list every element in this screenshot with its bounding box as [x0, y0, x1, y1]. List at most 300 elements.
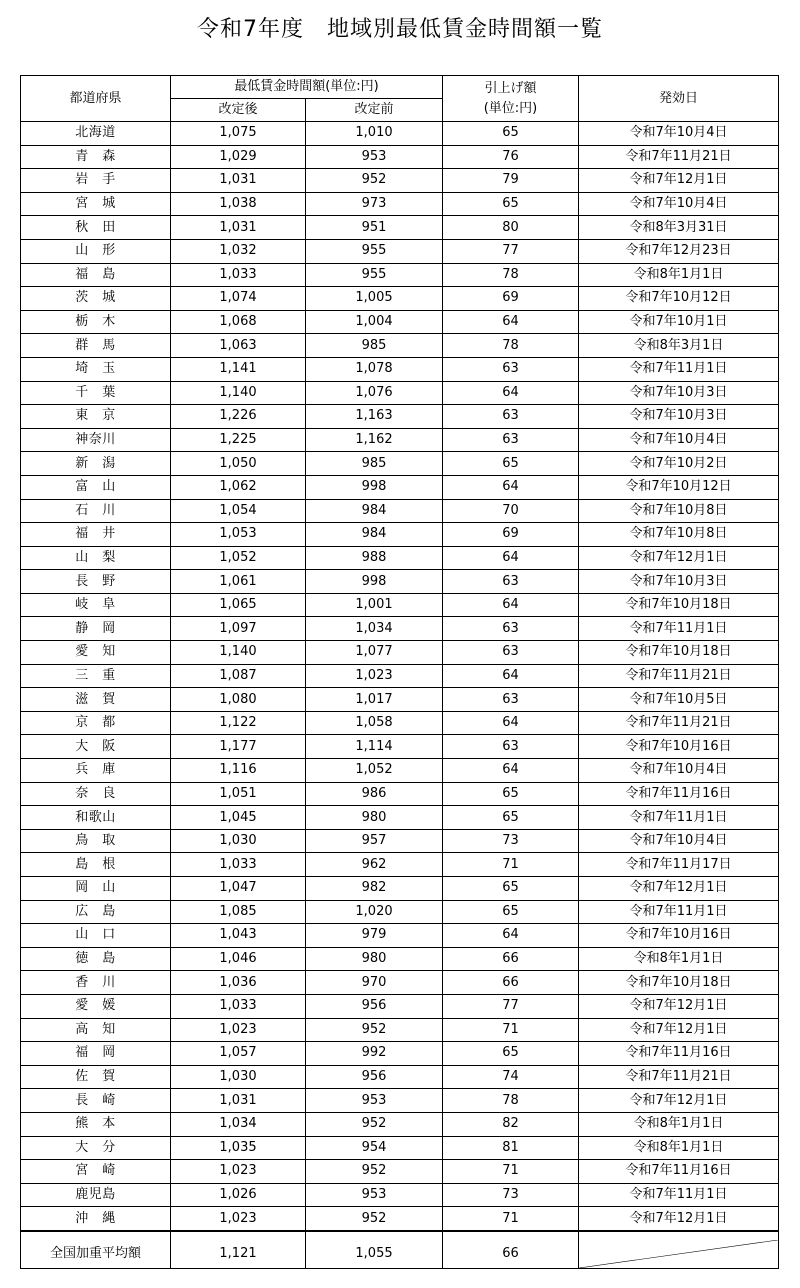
before-cell: 1,023 [306, 664, 443, 688]
table-row [21, 735, 779, 759]
after-cell: 1,053 [171, 523, 306, 547]
header-prefecture: 都道府県 [21, 76, 171, 122]
after-cell: 1,045 [171, 806, 306, 830]
before-cell: 952 [306, 1112, 443, 1136]
raise-cell: 64 [443, 664, 579, 688]
raise-cell: 64 [443, 924, 579, 948]
prefecture-cell: 山 口 [21, 924, 171, 948]
before-cell: 992 [306, 1042, 443, 1066]
after-cell: 1,031 [171, 216, 306, 240]
table-row [21, 1042, 779, 1066]
raise-cell: 69 [443, 287, 579, 311]
raise-cell: 63 [443, 735, 579, 759]
table-row [21, 570, 779, 594]
header-effective-date: 発効日 [579, 76, 779, 122]
header-raise-line1: 引上げ額 [484, 80, 537, 96]
header-before: 改定前 [306, 99, 443, 122]
prefecture-cell: 栃 木 [21, 310, 171, 334]
prefecture-cell: 山 形 [21, 239, 171, 263]
before-cell: 956 [306, 1065, 443, 1089]
raise-cell: 71 [443, 1207, 579, 1231]
table-header [21, 76, 779, 122]
before-cell: 998 [306, 475, 443, 499]
date-cell: 令和7年10月4日 [579, 428, 779, 452]
table-row [21, 216, 779, 240]
before-cell: 988 [306, 546, 443, 570]
date-cell: 令和7年12月1日 [579, 877, 779, 901]
table-row [21, 499, 779, 523]
date-cell: 令和7年11月1日 [579, 617, 779, 641]
raise-cell: 65 [443, 900, 579, 924]
after-cell: 1,023 [171, 1018, 306, 1042]
after-cell: 1,052 [171, 546, 306, 570]
average-raise: 66 [443, 1240, 579, 1269]
date-cell: 令和7年10月2日 [579, 452, 779, 476]
prefecture-cell: 宮 城 [21, 192, 171, 216]
after-cell: 1,036 [171, 971, 306, 995]
before-cell: 953 [306, 1089, 443, 1113]
prefecture-cell: 鹿児島 [21, 1183, 171, 1207]
average-after: 1,121 [171, 1240, 306, 1269]
header-min-wage: 最低賃金時間額(単位:円) [171, 76, 443, 99]
prefecture-cell: 奈 良 [21, 782, 171, 806]
page-title: 令和7年度 地域別最低賃金時間額一覧 [197, 17, 603, 42]
prefecture-cell: 新 潟 [21, 452, 171, 476]
date-cell: 令和7年11月21日 [579, 711, 779, 735]
raise-cell: 63 [443, 641, 579, 665]
prefecture-cell: 岩 手 [21, 169, 171, 193]
raise-cell: 73 [443, 1183, 579, 1207]
prefecture-cell: 青 森 [21, 145, 171, 169]
after-cell: 1,033 [171, 263, 306, 287]
date-cell: 令和8年1月1日 [579, 1112, 779, 1136]
after-cell: 1,225 [171, 428, 306, 452]
prefecture-cell: 秋 田 [21, 216, 171, 240]
date-cell: 令和8年1月1日 [579, 263, 779, 287]
table-row [21, 405, 779, 429]
prefecture-cell: 山 梨 [21, 546, 171, 570]
before-cell: 1,163 [306, 405, 443, 429]
raise-cell: 65 [443, 452, 579, 476]
separator-row [21, 1231, 779, 1240]
before-cell: 1,001 [306, 593, 443, 617]
prefecture-cell: 大 阪 [21, 735, 171, 759]
after-cell: 1,075 [171, 122, 306, 146]
after-cell: 1,050 [171, 452, 306, 476]
before-cell: 1,020 [306, 900, 443, 924]
date-cell: 令和7年11月16日 [579, 1160, 779, 1184]
date-cell: 令和7年11月1日 [579, 357, 779, 381]
table-row [21, 357, 779, 381]
prefecture-cell: 高 知 [21, 1018, 171, 1042]
after-cell: 1,038 [171, 192, 306, 216]
before-cell: 980 [306, 806, 443, 830]
raise-cell: 65 [443, 806, 579, 830]
after-cell: 1,033 [171, 853, 306, 877]
date-cell: 令和7年11月1日 [579, 806, 779, 830]
after-cell: 1,046 [171, 947, 306, 971]
before-cell: 982 [306, 877, 443, 901]
table-row [21, 287, 779, 311]
raise-cell: 63 [443, 617, 579, 641]
before-cell: 984 [306, 499, 443, 523]
after-cell: 1,122 [171, 711, 306, 735]
table-row [21, 169, 779, 193]
date-cell: 令和7年12月1日 [579, 1018, 779, 1042]
before-cell: 956 [306, 994, 443, 1018]
date-cell: 令和7年10月16日 [579, 735, 779, 759]
table-row [21, 192, 779, 216]
before-cell: 953 [306, 145, 443, 169]
before-cell: 1,077 [306, 641, 443, 665]
prefecture-cell: 徳 島 [21, 947, 171, 971]
table-row [21, 1160, 779, 1184]
after-cell: 1,068 [171, 310, 306, 334]
date-cell: 令和7年10月4日 [579, 759, 779, 783]
raise-cell: 66 [443, 947, 579, 971]
table-row [21, 877, 779, 901]
date-cell: 令和7年12月1日 [579, 1089, 779, 1113]
minimum-wage-table [20, 75, 779, 1269]
before-cell: 973 [306, 192, 443, 216]
before-cell: 985 [306, 334, 443, 358]
prefecture-cell: 宮 崎 [21, 1160, 171, 1184]
raise-cell: 79 [443, 169, 579, 193]
before-cell: 984 [306, 523, 443, 547]
raise-cell: 78 [443, 1089, 579, 1113]
date-cell: 令和7年10月18日 [579, 593, 779, 617]
after-cell: 1,032 [171, 239, 306, 263]
date-cell: 令和7年12月1日 [579, 546, 779, 570]
before-cell: 952 [306, 1160, 443, 1184]
raise-cell: 64 [443, 593, 579, 617]
prefecture-cell: 和歌山 [21, 806, 171, 830]
before-cell: 980 [306, 947, 443, 971]
before-cell: 986 [306, 782, 443, 806]
date-cell: 令和7年12月1日 [579, 994, 779, 1018]
before-cell: 1,004 [306, 310, 443, 334]
after-cell: 1,030 [171, 1065, 306, 1089]
raise-cell: 80 [443, 216, 579, 240]
before-cell: 962 [306, 853, 443, 877]
after-cell: 1,226 [171, 405, 306, 429]
prefecture-cell: 愛 媛 [21, 994, 171, 1018]
national-average-row [21, 1240, 779, 1269]
prefecture-cell: 島 根 [21, 853, 171, 877]
raise-cell: 81 [443, 1136, 579, 1160]
raise-cell: 71 [443, 853, 579, 877]
table-row [21, 523, 779, 547]
after-cell: 1,033 [171, 994, 306, 1018]
table-footer [21, 1231, 779, 1240]
raise-cell: 64 [443, 475, 579, 499]
average-before: 1,055 [306, 1240, 443, 1269]
raise-cell: 64 [443, 310, 579, 334]
prefecture-cell: 静 岡 [21, 617, 171, 641]
raise-cell: 76 [443, 145, 579, 169]
before-cell: 1,034 [306, 617, 443, 641]
raise-cell: 64 [443, 546, 579, 570]
raise-cell: 63 [443, 570, 579, 594]
table-row [21, 1207, 779, 1231]
raise-cell: 78 [443, 263, 579, 287]
before-cell: 952 [306, 1207, 443, 1231]
before-cell: 998 [306, 570, 443, 594]
raise-cell: 70 [443, 499, 579, 523]
prefecture-cell: 愛 知 [21, 641, 171, 665]
after-cell: 1,062 [171, 475, 306, 499]
table-row [21, 593, 779, 617]
raise-cell: 74 [443, 1065, 579, 1089]
table-body [21, 122, 779, 1231]
header-raise-line2: (単位:円) [483, 100, 538, 116]
date-cell: 令和7年10月8日 [579, 523, 779, 547]
date-cell: 令和7年11月16日 [579, 1042, 779, 1066]
date-cell: 令和7年10月18日 [579, 971, 779, 995]
before-cell: 957 [306, 829, 443, 853]
table-row [21, 947, 779, 971]
table-row [21, 452, 779, 476]
raise-cell: 65 [443, 122, 579, 146]
prefecture-cell: 京 都 [21, 711, 171, 735]
date-cell: 令和7年10月1日 [579, 310, 779, 334]
table-row [21, 664, 779, 688]
prefecture-cell: 広 島 [21, 900, 171, 924]
before-cell: 955 [306, 239, 443, 263]
date-cell: 令和7年10月4日 [579, 192, 779, 216]
date-cell: 令和7年11月21日 [579, 145, 779, 169]
table-row [21, 641, 779, 665]
date-cell: 令和7年10月4日 [579, 122, 779, 146]
raise-cell: 63 [443, 357, 579, 381]
before-cell: 1,010 [306, 122, 443, 146]
before-cell: 1,052 [306, 759, 443, 783]
after-cell: 1,034 [171, 1112, 306, 1136]
after-cell: 1,140 [171, 381, 306, 405]
after-cell: 1,097 [171, 617, 306, 641]
prefecture-cell: 佐 賀 [21, 1065, 171, 1089]
table-row [21, 806, 779, 830]
raise-cell: 63 [443, 688, 579, 712]
date-cell: 令和7年10月3日 [579, 405, 779, 429]
date-cell: 令和7年10月16日 [579, 924, 779, 948]
after-cell: 1,047 [171, 877, 306, 901]
before-cell: 951 [306, 216, 443, 240]
raise-cell: 78 [443, 334, 579, 358]
before-cell: 954 [306, 1136, 443, 1160]
raise-cell: 71 [443, 1160, 579, 1184]
raise-cell: 69 [443, 523, 579, 547]
before-cell: 1,078 [306, 357, 443, 381]
before-cell: 1,114 [306, 735, 443, 759]
after-cell: 1,023 [171, 1160, 306, 1184]
before-cell: 952 [306, 169, 443, 193]
after-cell: 1,061 [171, 570, 306, 594]
after-cell: 1,177 [171, 735, 306, 759]
date-cell: 令和7年12月1日 [579, 169, 779, 193]
after-cell: 1,116 [171, 759, 306, 783]
prefecture-cell: 福 岡 [21, 1042, 171, 1066]
raise-cell: 65 [443, 877, 579, 901]
average-label: 全国加重平均額 [21, 1240, 171, 1269]
raise-cell: 71 [443, 1018, 579, 1042]
after-cell: 1,035 [171, 1136, 306, 1160]
prefecture-cell: 東 京 [21, 405, 171, 429]
before-cell: 952 [306, 1018, 443, 1042]
after-cell: 1,023 [171, 1207, 306, 1231]
before-cell: 1,005 [306, 287, 443, 311]
prefecture-cell: 岡 山 [21, 877, 171, 901]
table-row [21, 1089, 779, 1113]
table-row [21, 994, 779, 1018]
date-cell: 令和7年11月21日 [579, 664, 779, 688]
table-row [21, 145, 779, 169]
raise-cell: 73 [443, 829, 579, 853]
before-cell: 955 [306, 263, 443, 287]
table-row [21, 711, 779, 735]
date-cell: 令和7年12月1日 [579, 1207, 779, 1231]
date-cell: 令和7年10月5日 [579, 688, 779, 712]
prefecture-cell: 大 分 [21, 1136, 171, 1160]
after-cell: 1,080 [171, 688, 306, 712]
date-cell: 令和8年1月1日 [579, 1136, 779, 1160]
header-raise [443, 76, 579, 122]
date-cell: 令和7年10月8日 [579, 499, 779, 523]
prefecture-cell: 鳥 取 [21, 829, 171, 853]
after-cell: 1,026 [171, 1183, 306, 1207]
prefecture-cell: 福 島 [21, 263, 171, 287]
raise-cell: 64 [443, 711, 579, 735]
table-row [21, 900, 779, 924]
prefecture-cell: 香 川 [21, 971, 171, 995]
prefecture-cell: 千 葉 [21, 381, 171, 405]
after-cell: 1,087 [171, 664, 306, 688]
table-row [21, 688, 779, 712]
table-row [21, 1065, 779, 1089]
prefecture-cell: 熊 本 [21, 1112, 171, 1136]
table-row [21, 1112, 779, 1136]
table-row [21, 546, 779, 570]
header-after: 改定後 [171, 99, 306, 122]
prefecture-cell: 神奈川 [21, 428, 171, 452]
after-cell: 1,140 [171, 641, 306, 665]
date-cell: 令和7年11月21日 [579, 1065, 779, 1089]
prefecture-cell: 茨 城 [21, 287, 171, 311]
table-row [21, 1183, 779, 1207]
after-cell: 1,085 [171, 900, 306, 924]
date-cell: 令和7年10月12日 [579, 287, 779, 311]
date-cell: 令和7年10月3日 [579, 381, 779, 405]
table-row [21, 829, 779, 853]
date-cell: 令和7年10月18日 [579, 641, 779, 665]
date-cell: 令和8年1月1日 [579, 947, 779, 971]
after-cell: 1,063 [171, 334, 306, 358]
after-cell: 1,030 [171, 829, 306, 853]
after-cell: 1,043 [171, 924, 306, 948]
before-cell: 979 [306, 924, 443, 948]
after-cell: 1,057 [171, 1042, 306, 1066]
table-row [21, 853, 779, 877]
raise-cell: 64 [443, 381, 579, 405]
table-row [21, 782, 779, 806]
before-cell: 1,076 [306, 381, 443, 405]
date-cell: 令和7年11月17日 [579, 853, 779, 877]
before-cell: 1,162 [306, 428, 443, 452]
prefecture-cell: 兵 庫 [21, 759, 171, 783]
prefecture-cell: 埼 玉 [21, 357, 171, 381]
before-cell: 985 [306, 452, 443, 476]
average-date-empty [579, 1240, 779, 1269]
before-cell: 1,017 [306, 688, 443, 712]
table-row [21, 475, 779, 499]
raise-cell: 65 [443, 192, 579, 216]
date-cell: 令和7年11月1日 [579, 1183, 779, 1207]
raise-cell: 82 [443, 1112, 579, 1136]
table-row [21, 617, 779, 641]
table-row [21, 759, 779, 783]
raise-cell: 77 [443, 239, 579, 263]
table-row [21, 239, 779, 263]
table-row [21, 334, 779, 358]
table-row [21, 924, 779, 948]
date-cell: 令和8年3月1日 [579, 334, 779, 358]
prefecture-cell: 岐 阜 [21, 593, 171, 617]
table-row [21, 263, 779, 287]
after-cell: 1,051 [171, 782, 306, 806]
date-cell: 令和7年10月4日 [579, 829, 779, 853]
date-cell: 令和7年10月12日 [579, 475, 779, 499]
prefecture-cell: 石 川 [21, 499, 171, 523]
date-cell: 令和7年10月3日 [579, 570, 779, 594]
prefecture-cell: 沖 縄 [21, 1207, 171, 1231]
after-cell: 1,065 [171, 593, 306, 617]
table-row [21, 122, 779, 146]
date-cell: 令和7年11月16日 [579, 782, 779, 806]
raise-cell: 66 [443, 971, 579, 995]
table-row [21, 381, 779, 405]
date-cell: 令和8年3月31日 [579, 216, 779, 240]
after-cell: 1,074 [171, 287, 306, 311]
prefecture-cell: 北海道 [21, 122, 171, 146]
raise-cell: 64 [443, 759, 579, 783]
raise-cell: 65 [443, 1042, 579, 1066]
prefecture-cell: 長 崎 [21, 1089, 171, 1113]
after-cell: 1,029 [171, 145, 306, 169]
table-row [21, 971, 779, 995]
raise-cell: 77 [443, 994, 579, 1018]
prefecture-cell: 三 重 [21, 664, 171, 688]
raise-cell: 63 [443, 428, 579, 452]
after-cell: 1,031 [171, 169, 306, 193]
raise-cell: 65 [443, 782, 579, 806]
table-row [21, 1018, 779, 1042]
before-cell: 1,058 [306, 711, 443, 735]
after-cell: 1,031 [171, 1089, 306, 1113]
after-cell: 1,141 [171, 357, 306, 381]
prefecture-cell: 滋 賀 [21, 688, 171, 712]
prefecture-cell: 福 井 [21, 523, 171, 547]
date-cell: 令和7年12月23日 [579, 239, 779, 263]
before-cell: 970 [306, 971, 443, 995]
prefecture-cell: 富 山 [21, 475, 171, 499]
table-row [21, 310, 779, 334]
table-row [21, 1136, 779, 1160]
table-row [21, 428, 779, 452]
prefecture-cell: 群 馬 [21, 334, 171, 358]
prefecture-cell: 長 野 [21, 570, 171, 594]
before-cell: 953 [306, 1183, 443, 1207]
raise-cell: 63 [443, 405, 579, 429]
